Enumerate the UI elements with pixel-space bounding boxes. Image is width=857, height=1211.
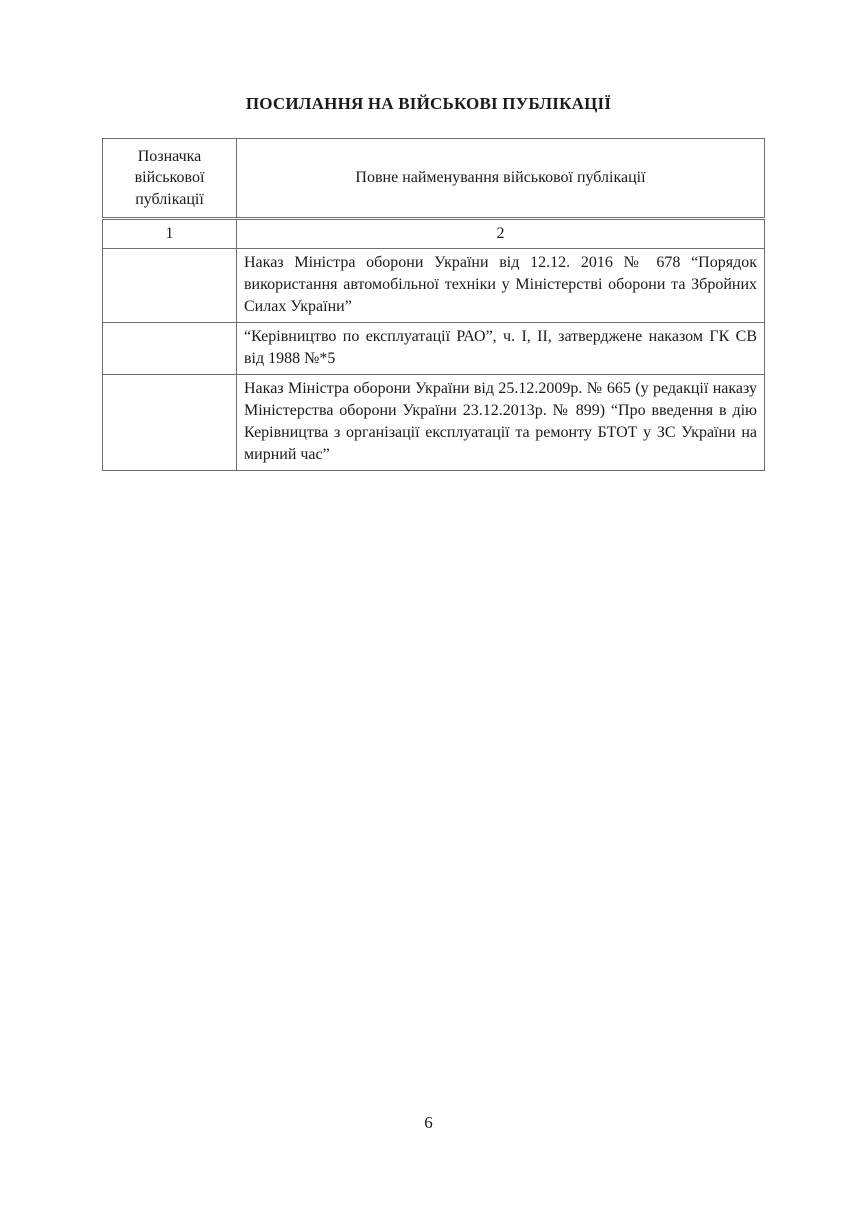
column-number: 1 — [103, 219, 237, 249]
page-title: ПОСИЛАННЯ НА ВІЙСЬКОВІ ПУБЛІКАЦІЇ — [245, 94, 612, 113]
table-header-row — [103, 139, 765, 219]
row-name-cell: “Керівництво по експлуатації РАО”, ч. І, ІІ, затверджене наказом ГК СВ від 1988 №*5 — [237, 323, 765, 375]
row-name-cell: Наказ Міністра оборони України від 25.12.2009р. № 665 (у редакції наказу Міністерства оборони України 23.12.2013р. № 899) “Про введення в дію Керівництва з організації експлуатації та ремонту БТОТ у ЗС України на мирний час” — [237, 375, 765, 471]
column-number-row — [103, 219, 765, 249]
header-name: Повне найменування військової публікації — [237, 139, 765, 219]
row-code-cell — [103, 249, 237, 323]
table-row — [103, 323, 765, 375]
row-code-cell — [103, 323, 237, 375]
row-name-cell: Наказ Міністра оборони України від 12.12. 2016 № 678 “Порядок використання автомобільної техніки у Міністерстві оборони та Збройних Силах України” — [237, 249, 765, 323]
publications-table — [102, 138, 765, 471]
table-row — [103, 249, 765, 323]
page-number: 6 — [424, 1113, 433, 1132]
row-code-cell — [103, 375, 237, 471]
header-code: Позначка військової публікації — [103, 139, 237, 219]
table-row — [103, 375, 765, 471]
column-number: 2 — [237, 219, 765, 249]
